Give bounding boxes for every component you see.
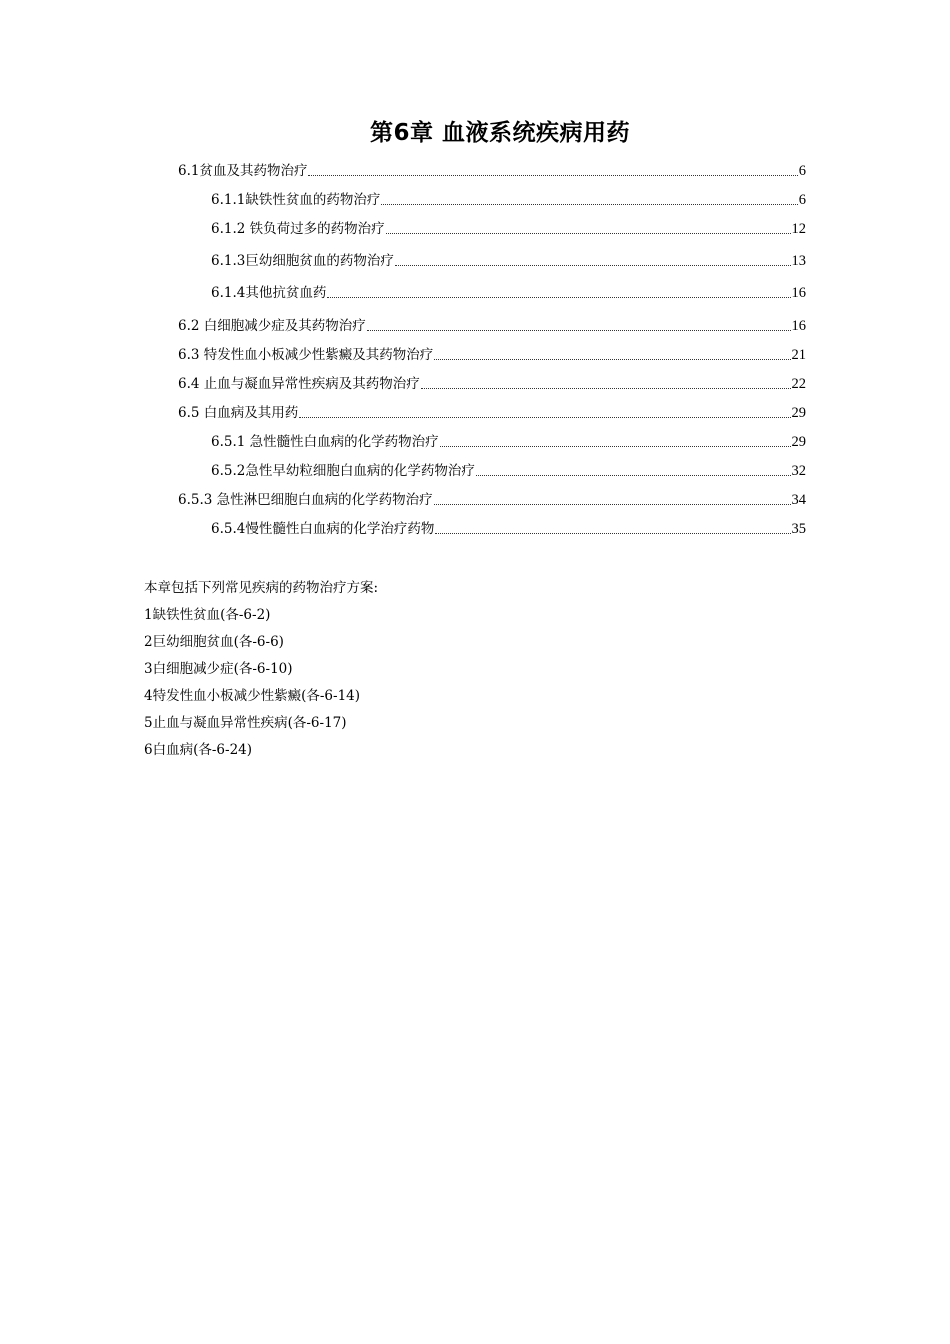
toc-entry-page: 12 (791, 221, 806, 237)
toc-entry-page: 22 (791, 376, 806, 392)
toc-entry-label: 6.2 白细胞减少症及其药物治疗 (178, 318, 366, 334)
toc-entry-label: 6.1贫血及其药物治疗 (178, 163, 308, 179)
toc-entry-label: 6.1.2 铁负荷过多的药物治疗 (211, 221, 385, 237)
toc-entry[interactable] (211, 516, 806, 538)
toc-entry-page: 35 (791, 521, 806, 537)
toc-entry-page: 29 (791, 405, 806, 421)
toc-entry-label: 6.5.2急性早幼粒细胞白血病的化学药物治疗 (211, 463, 475, 479)
toc-leader-dots (327, 297, 790, 298)
toc-entry[interactable] (178, 342, 806, 364)
intro-heading: 本章包括下列常见疾病的药物治疗方案: (144, 580, 379, 596)
toc-leader-dots (476, 475, 791, 476)
toc-entry[interactable] (178, 400, 806, 422)
toc-entry-page: 16 (791, 285, 806, 301)
chapter-title: 第6章 血液系统疾病用药 (369, 120, 630, 146)
toc-leader-dots (367, 330, 791, 331)
toc-entry-page: 29 (791, 434, 806, 450)
toc-entry[interactable] (211, 187, 806, 209)
toc-entry-page: 21 (791, 347, 806, 363)
intro-list-item: 1缺铁性贫血(各-6-2) (144, 607, 271, 623)
toc-leader-dots (299, 417, 790, 418)
toc-entry-label: 6.5 白血病及其用药 (178, 405, 299, 421)
toc-leader-dots (395, 265, 791, 266)
toc-entry-label: 6.5.4慢性髓性白血病的化学治疗药物 (211, 521, 435, 537)
toc-entry[interactable] (178, 313, 806, 335)
toc-entry-page: 34 (791, 492, 806, 508)
toc-entry-label: 6.1.1缺铁性贫血的药物治疗 (211, 192, 381, 208)
toc-entry-label: 6.4 止血与凝血异常性疾病及其药物治疗 (178, 376, 420, 392)
toc-leader-dots (435, 533, 790, 534)
toc-entry[interactable] (211, 216, 806, 238)
toc-entry-page: 16 (791, 318, 806, 334)
toc-leader-dots (386, 233, 791, 234)
toc-entry[interactable] (211, 248, 806, 270)
toc-leader-dots (381, 204, 797, 205)
toc-entry-page: 6 (798, 163, 806, 179)
toc-entry-label: 6.5.1 急性髓性白血病的化学药物治疗 (211, 434, 439, 450)
toc-entry[interactable] (178, 158, 806, 180)
toc-entry[interactable] (178, 371, 806, 393)
toc-entry[interactable] (178, 487, 806, 509)
toc-entry[interactable] (211, 458, 806, 480)
toc-leader-dots (434, 359, 790, 360)
chapter-intro (144, 575, 378, 764)
toc-entry-label: 6.1.3巨幼细胞贫血的药物治疗 (211, 253, 394, 269)
toc-entry-page: 32 (791, 463, 806, 479)
toc-entry-page: 13 (791, 253, 806, 269)
toc-leader-dots (434, 504, 791, 505)
toc-entry[interactable] (211, 429, 806, 451)
toc-entry-label: 6.3 特发性血小板减少性紫癜及其药物治疗 (178, 347, 434, 363)
toc-entry-label: 6.5.3 急性淋巴细胞白血病的化学药物治疗 (178, 492, 433, 508)
intro-list-item: 2巨幼细胞贫血(各-6-6) (144, 634, 284, 650)
intro-list-item: 6白血病(各-6-24) (144, 742, 253, 758)
intro-list-item: 5止血与凝血异常性疾病(各-6-17) (144, 715, 347, 731)
toc-entry-label: 6.1.4其他抗贫血药 (211, 285, 327, 301)
toc-leader-dots (308, 175, 797, 176)
intro-list-item: 3白细胞减少症(各-6-10) (144, 661, 293, 677)
toc-leader-dots (421, 388, 791, 389)
toc-entry-page: 6 (798, 192, 806, 208)
intro-list-item: 4特发性血小板减少性紫癜(各-6-14) (144, 688, 361, 704)
toc-entry[interactable] (211, 280, 806, 302)
toc-leader-dots (440, 446, 791, 447)
